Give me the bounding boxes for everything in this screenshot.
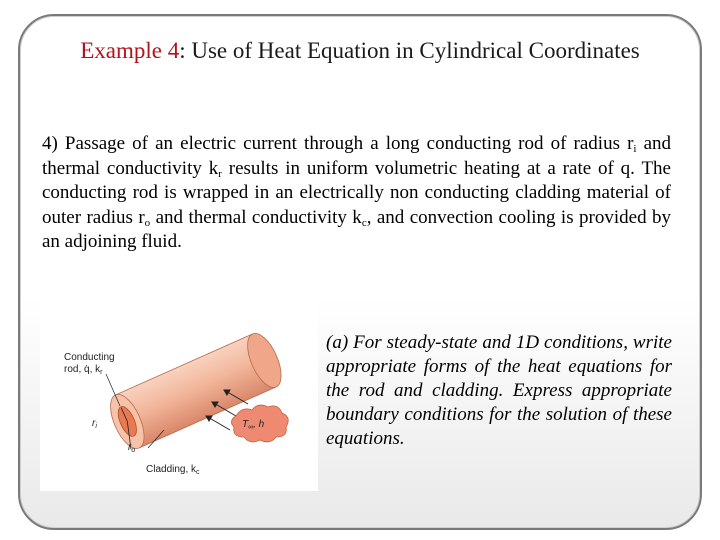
rod-label-line1: Conducting: [64, 352, 115, 363]
problem-text-2: and thermal conductivity k: [42, 133, 672, 179]
problem-text-5: , and convection cooling is provided by an adjoining fluid.: [42, 206, 671, 252]
subscript-o: o: [144, 216, 151, 229]
problem-statement: [42, 132, 671, 255]
question-text: (a) For steady-state and 1D conditions, write appropriate forms of the heat equations for the rod and cladding. Express appropriate boundary conditions for the solution of these equations.: [326, 332, 672, 449]
rod-label-line2: rod, q̇, $k_r$: [64, 364, 103, 376]
title-example-number: Example 4: [80, 38, 180, 63]
cylinder-figure: [40, 298, 318, 491]
problem-text-1: 4) Passage of an electric current through a long conducting rod of radius r: [42, 133, 634, 154]
title-text: Use of Heat Equation in Cylindrical Coordinates: [185, 38, 640, 63]
cladding-label: Cladding, $k_c$: [146, 464, 200, 476]
slide-title: [60, 36, 660, 66]
fluid-label: $T_\infty$, h: [242, 419, 265, 431]
subscript-r: r: [218, 167, 222, 180]
title-colon: :: [179, 38, 186, 63]
fluid-cloud: [231, 405, 288, 442]
subscript-i: i: [633, 143, 637, 155]
problem-text-4: and thermal conductivity k: [150, 206, 362, 228]
problem-text-3: results in uniform volumetric heating at a rate of q. The conducting rod is wrapped in an electrically non conducting cladding material of outer radius r: [42, 157, 671, 228]
ro-label: $r_o$: [128, 442, 136, 454]
cylinder-diagram: [40, 298, 318, 491]
subscript-c: c: [361, 216, 367, 229]
ri-label: $r_i$: [92, 418, 97, 430]
